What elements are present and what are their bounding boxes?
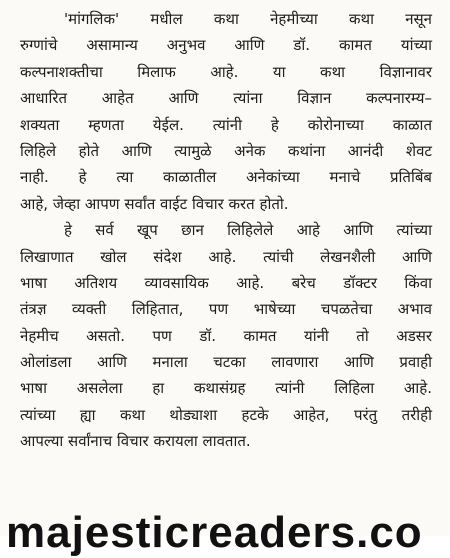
text-line: लिखाणात खोल संदेश आहे. त्यांची लेखनशैली आणि xyxy=(20,247,432,266)
watermark-text: majesticreaders.co xyxy=(6,508,423,557)
text-line: तंत्रज्ञ व्यक्ती लिहितात, पण भाषेच्या चपळतेचा अभाव xyxy=(20,300,432,319)
text-line: नाही. हे त्या काळातील अनेकांच्या मनाचे प्रतिबिंब xyxy=(20,168,432,187)
text-line: आधारित आहेत आणि त्यांना विज्ञान कल्पनारम्य– xyxy=(20,89,432,108)
text-line: भाषा अतिशय व्यावसायिक आहे. बरेच डॉक्टर किंवा xyxy=(20,273,432,292)
text-line: रुग्णांचे असामान्य अनुभव आणि डॉ. कामत यांच्या xyxy=(20,36,432,55)
text-line: ओलांडला आणि मनाला चटका लावणारा आणि प्रवाही xyxy=(20,353,432,372)
text-line: त्यांच्या ह्या कथा थोड्याशा हटके आहेत, परंतु तरीही xyxy=(20,405,432,424)
text-line: लिहिले होते आणि त्यामुळे अनेक कथांना आनंदी शेवट xyxy=(20,141,432,160)
text-line: आपल्या सर्वांनाच विचार करायला लावतात. xyxy=(20,432,251,451)
text-line: हे सर्व खूप छान लिहिलेले आहे आणि त्यांच्या xyxy=(64,221,432,240)
watermark xyxy=(0,508,450,557)
paragraph-1 xyxy=(20,6,432,217)
text-line: 'मांगलिक' मधील कथा नेहमीच्या कथा नसून xyxy=(64,10,432,28)
text-line: भाषा असलेला हा कथासंग्रह त्यांनी लिहिला आहे. xyxy=(20,379,432,398)
text-line: नेहमीच असतो. पण डॉ. कामत यांनी तो अडसर xyxy=(20,326,432,345)
text-line: शक्यता म्हणता येईल. त्यांनी हे कोरोनाच्या काळात xyxy=(20,115,432,134)
article-body xyxy=(20,6,432,455)
text-line: कल्पनाशक्तीचा मिलाफ आहे. या कथा विज्ञानावर xyxy=(20,62,432,81)
text-line: आहे, जेव्हा आपण सर्वांत वाईट विचार करत होतो. xyxy=(20,194,289,213)
paragraph-2 xyxy=(20,217,432,455)
